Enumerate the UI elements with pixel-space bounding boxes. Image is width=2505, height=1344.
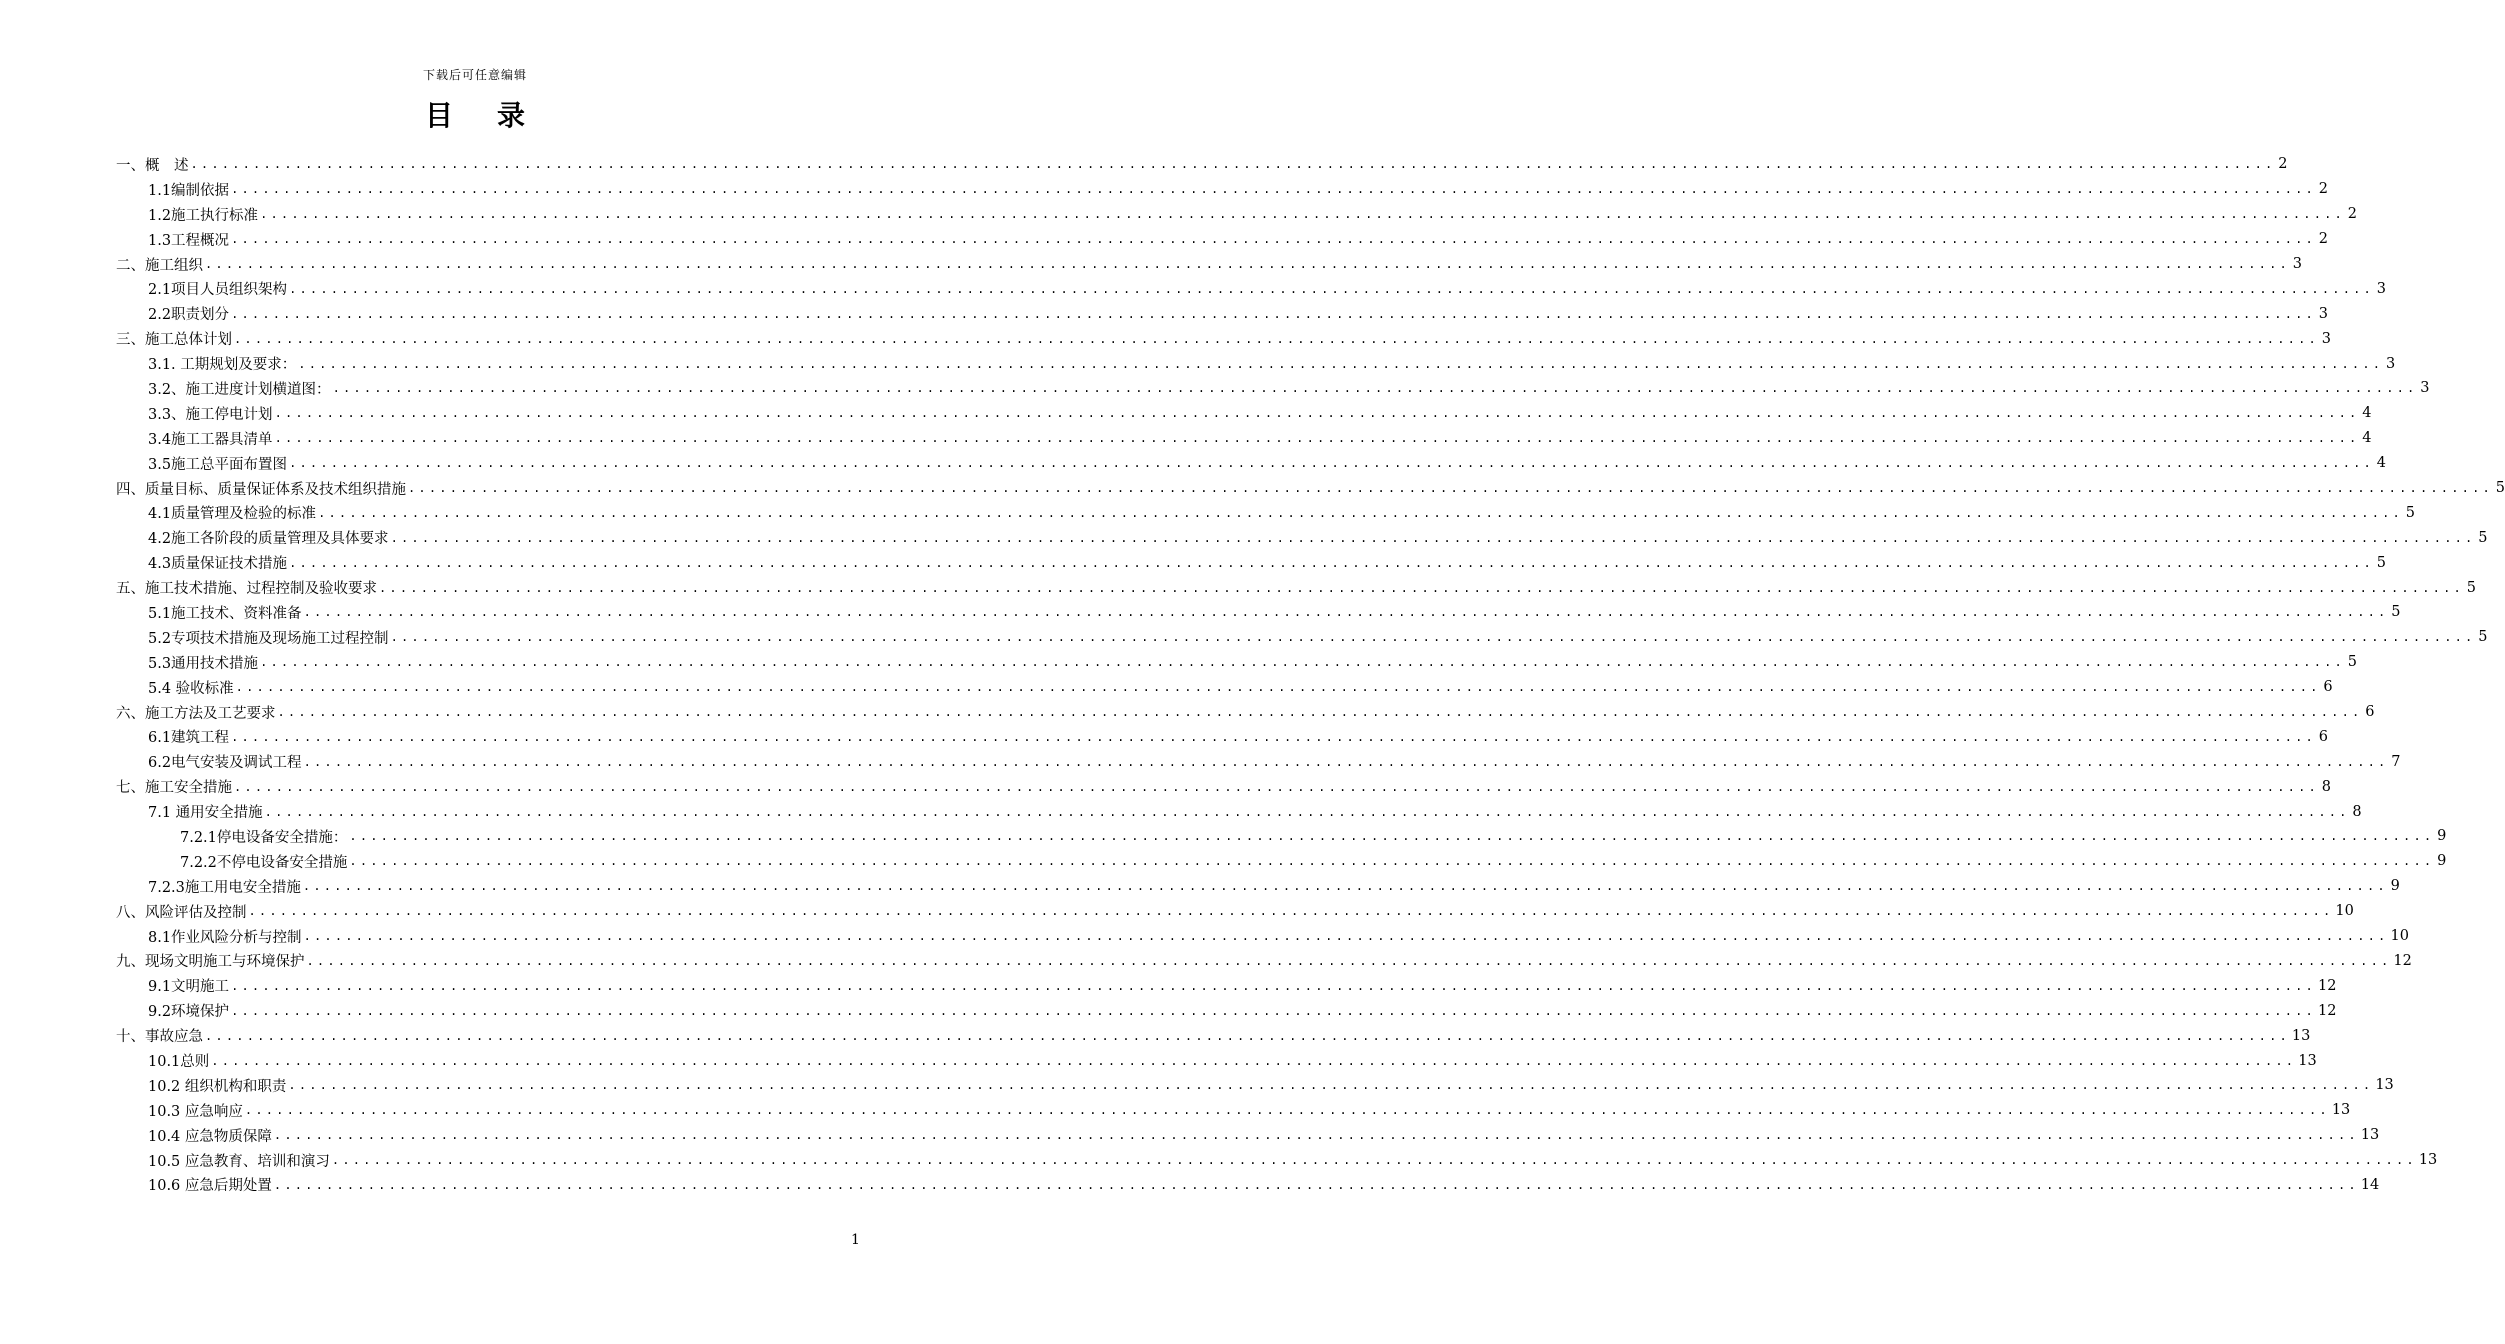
toc-entry[interactable] bbox=[116, 376, 2430, 401]
toc-entry-label: 3.5施工总平面布置图 bbox=[148, 456, 288, 473]
toc-entry-label: 3.2、施工进度计划横道图： bbox=[148, 381, 331, 398]
toc-entry-page: 9 bbox=[2437, 853, 2447, 870]
toc-entry[interactable] bbox=[116, 874, 2400, 899]
toc-entry[interactable] bbox=[116, 301, 2328, 326]
toc-dot-leader: ........................................................................................................................................................................................................ bbox=[303, 605, 2389, 620]
toc-entry[interactable] bbox=[116, 351, 2396, 376]
toc-entry-page: 13 bbox=[2418, 1152, 2438, 1169]
toc-entry[interactable] bbox=[116, 973, 2337, 998]
toc-entry[interactable] bbox=[116, 1123, 2380, 1148]
toc-dot-leader: ........................................................................................................................................................................................................ bbox=[231, 232, 2316, 247]
toc-entry-label: 1.1编制依据 bbox=[148, 182, 230, 199]
toc-entry[interactable] bbox=[116, 998, 2337, 1023]
toc-dot-leader: ........................................................................................................................................................................................................ bbox=[231, 729, 2316, 744]
toc-entry[interactable] bbox=[116, 177, 2328, 202]
toc-entry-label: 4.2施工各阶段的质量管理及具体要求 bbox=[148, 531, 389, 548]
toc-entry[interactable] bbox=[116, 724, 2328, 749]
toc-entry-page: 8 bbox=[2352, 803, 2362, 820]
toc-entry-page: 2 bbox=[2347, 206, 2357, 223]
toc-dot-leader: ........................................................................................................................................................................................................ bbox=[274, 406, 2360, 421]
toc-entry[interactable] bbox=[116, 426, 2372, 451]
toc-entry-label: 5.2专项技术措施及现场施工过程控制 bbox=[148, 630, 389, 647]
toc-entry-label: 9.1文明施工 bbox=[148, 979, 230, 996]
toc-entry[interactable] bbox=[116, 476, 2505, 501]
toc-entry[interactable] bbox=[116, 401, 2372, 426]
toc-entry[interactable] bbox=[116, 625, 2488, 650]
toc-dot-leader: ........................................................................................................................................................................................................ bbox=[231, 306, 2316, 321]
toc-entry-label: 10.5 应急教育、培训和演习 bbox=[148, 1153, 330, 1170]
toc-entry-page: 13 bbox=[2298, 1052, 2317, 1069]
toc-entry[interactable] bbox=[116, 749, 2401, 774]
toc-entry[interactable] bbox=[116, 1048, 2317, 1073]
toc-entry[interactable] bbox=[116, 152, 2288, 177]
toc-dot-leader: ........................................................................................................................................................................................................ bbox=[231, 182, 2316, 197]
toc-entry-label: 10.2 组织机构和职责 bbox=[148, 1078, 287, 1095]
toc-entry[interactable] bbox=[116, 1148, 2438, 1173]
toc-dot-leader: ........................................................................................................................................................................................................ bbox=[273, 1128, 2359, 1143]
toc-entry-label: 3.4施工工器具清单 bbox=[148, 431, 273, 448]
toc-entry-page: 5 bbox=[2405, 504, 2415, 521]
page-number: 1 bbox=[851, 1232, 860, 1248]
toc-entry-page: 5 bbox=[2478, 529, 2488, 546]
table-of-contents bbox=[116, 152, 2505, 1197]
toc-dot-leader: ........................................................................................................................................................................................................ bbox=[303, 754, 2389, 769]
toc-entry-page: 8 bbox=[2321, 778, 2331, 795]
toc-entry-page: 13 bbox=[2331, 1102, 2351, 1119]
toc-entry-label: 10.6 应急后期处置 bbox=[148, 1178, 272, 1195]
toc-entry-label: 四、质量目标、质量保证体系及技术组织措施 bbox=[116, 481, 406, 498]
toc-dot-leader: ........................................................................................................................................................................................................ bbox=[289, 281, 2374, 296]
page-title-char-2: 录 bbox=[497, 99, 526, 132]
toc-entry-page: 9 bbox=[2390, 878, 2400, 895]
toc-entry-page: 9 bbox=[2437, 828, 2447, 845]
toc-entry-page: 12 bbox=[2317, 977, 2337, 994]
toc-entry-page: 14 bbox=[2360, 1176, 2380, 1193]
toc-dot-leader: ........................................................................................................................................................................................................ bbox=[306, 953, 2392, 968]
toc-entry[interactable] bbox=[116, 550, 2386, 575]
toc-dot-leader: ........................................................................................................................................................................................................ bbox=[231, 978, 2316, 993]
toc-entry-label: 9.2环境保护 bbox=[148, 1004, 230, 1021]
toc-entry-page: 13 bbox=[2291, 1027, 2311, 1044]
toc-entry[interactable] bbox=[116, 202, 2357, 227]
toc-entry[interactable] bbox=[116, 1173, 2380, 1198]
toc-dot-leader: ........................................................................................................................................................................................................ bbox=[349, 829, 2435, 844]
toc-entry-page: 3 bbox=[2321, 330, 2331, 347]
toc-dot-leader: ........................................................................................................................................................................................................ bbox=[260, 207, 2345, 222]
toc-dot-leader: ........................................................................................................................................................................................................ bbox=[349, 854, 2435, 869]
toc-entry-label: 1.3工程概况 bbox=[148, 232, 230, 249]
toc-entry-label: 7.2.1停电设备安全措施： bbox=[180, 829, 348, 846]
toc-dot-leader: ........................................................................................................................................................................................................ bbox=[231, 1003, 2316, 1018]
toc-entry-label: 八、风险评估及控制 bbox=[116, 904, 247, 921]
toc-entry[interactable] bbox=[116, 252, 2302, 277]
toc-entry-page: 6 bbox=[2323, 679, 2333, 696]
toc-dot-leader: ........................................................................................................................................................................................................ bbox=[289, 555, 2374, 570]
toc-entry[interactable] bbox=[116, 1023, 2311, 1048]
toc-entry-label: 七、施工安全措施 bbox=[116, 780, 232, 797]
toc-entry[interactable] bbox=[116, 849, 2447, 874]
toc-entry-page: 12 bbox=[2317, 1002, 2337, 1019]
toc-entry-page: 10 bbox=[2335, 903, 2354, 920]
toc-entry-label: 5.3通用技术措施 bbox=[148, 655, 259, 672]
toc-entry-page: 4 bbox=[2362, 430, 2372, 447]
toc-entry-label: 1.2施工执行标准 bbox=[148, 207, 259, 224]
toc-entry[interactable] bbox=[116, 675, 2333, 700]
toc-entry[interactable] bbox=[116, 451, 2386, 476]
toc-dot-leader: ........................................................................................................................................................................................................ bbox=[318, 505, 2403, 520]
toc-dot-leader: ........................................................................................................................................................................................................ bbox=[332, 381, 2418, 396]
toc-dot-leader: ........................................................................................................................................................................................................ bbox=[390, 530, 2476, 545]
toc-entry[interactable] bbox=[116, 500, 2415, 525]
toc-entry-page: 2 bbox=[2278, 156, 2288, 173]
toc-dot-leader: ........................................................................................................................................................................................................ bbox=[302, 879, 2388, 894]
toc-dot-leader: ........................................................................................................................................................................................................ bbox=[211, 1053, 2297, 1068]
toc-entry-label: 5.4 验收标准 bbox=[148, 680, 234, 697]
toc-entry[interactable] bbox=[116, 824, 2447, 849]
toc-dot-leader: ........................................................................................................................................................................................................ bbox=[190, 157, 2276, 172]
toc-entry-page: 5 bbox=[2495, 480, 2505, 497]
toc-entry-label: 10.4 应急物质保障 bbox=[148, 1128, 272, 1145]
toc-entry-label: 2.2职责划分 bbox=[148, 307, 230, 324]
toc-entry[interactable] bbox=[116, 1073, 2394, 1098]
toc-dot-leader: ........................................................................................................................................................................................................ bbox=[264, 804, 2350, 819]
toc-dot-leader: ........................................................................................................................................................................................................ bbox=[260, 655, 2345, 670]
toc-entry-page: 3 bbox=[2318, 305, 2328, 322]
toc-entry[interactable] bbox=[116, 799, 2362, 824]
toc-entry[interactable] bbox=[116, 1098, 2351, 1123]
toc-entry-label: 4.3质量保证技术措施 bbox=[148, 556, 288, 573]
toc-entry-page: 3 bbox=[2376, 280, 2386, 297]
toc-entry-label: 二、施工组织 bbox=[116, 257, 203, 274]
toc-entry-page: 6 bbox=[2318, 728, 2328, 745]
toc-entry-page: 5 bbox=[2466, 579, 2476, 596]
toc-entry-label: 7.2.3施工用电安全措施 bbox=[148, 879, 301, 896]
toc-dot-leader: ........................................................................................................................................................................................................ bbox=[277, 705, 2363, 720]
toc-entry-label: 一、概 述 bbox=[116, 157, 189, 174]
toc-entry-page: 10 bbox=[2390, 928, 2409, 945]
toc-dot-leader: ........................................................................................................................................................................................................ bbox=[248, 904, 2334, 919]
toc-entry[interactable] bbox=[116, 899, 2354, 924]
toc-dot-leader: ........................................................................................................................................................................................................ bbox=[234, 331, 2319, 346]
toc-entry[interactable] bbox=[116, 700, 2375, 725]
toc-entry-page: 6 bbox=[2365, 704, 2375, 721]
toc-entry-page: 2 bbox=[2318, 181, 2328, 198]
toc-entry-label: 九、现场文明施工与环境保护 bbox=[116, 954, 305, 971]
toc-entry[interactable] bbox=[116, 774, 2331, 799]
toc-entry-page: 3 bbox=[2420, 380, 2430, 397]
toc-entry-label: 8.1作业风险分析与控制 bbox=[148, 929, 302, 946]
toc-entry-page: 5 bbox=[2347, 654, 2357, 671]
toc-entry-label: 3.3、施工停电计划 bbox=[148, 406, 273, 423]
header-note: 下载后可任意编辑 bbox=[422, 68, 527, 82]
toc-entry[interactable] bbox=[116, 326, 2331, 351]
toc-entry-page: 4 bbox=[2362, 405, 2372, 422]
toc-entry-page: 5 bbox=[2391, 604, 2401, 621]
toc-entry-label: 10.1总则 bbox=[148, 1054, 210, 1070]
toc-entry-page: 4 bbox=[2376, 455, 2386, 472]
toc-dot-leader: ........................................................................................................................................................................................................ bbox=[273, 1177, 2359, 1192]
toc-dot-leader: ........................................................................................................................................................................................................ bbox=[235, 680, 2321, 695]
toc-dot-leader: ........................................................................................................................................................................................................ bbox=[379, 580, 2464, 595]
toc-entry-label: 5.1施工技术、资料准备 bbox=[148, 605, 302, 622]
toc-entry-page: 2 bbox=[2318, 231, 2328, 248]
toc-entry-label: 六、施工方法及工艺要求 bbox=[116, 705, 276, 722]
page-title-char-1: 目 bbox=[424, 99, 453, 132]
toc-entry[interactable] bbox=[116, 227, 2328, 252]
toc-entry-label: 三、施工总体计划 bbox=[116, 332, 232, 349]
toc-dot-leader: ........................................................................................................................................................................................................ bbox=[234, 779, 2319, 794]
toc-entry-label: 6.1建筑工程 bbox=[148, 730, 230, 747]
toc-entry-page: 13 bbox=[2375, 1077, 2394, 1094]
toc-dot-leader: ........................................................................................................................................................................................................ bbox=[244, 1103, 2330, 1118]
toc-entry-page: 7 bbox=[2391, 753, 2401, 770]
toc-entry-label: 7.2.2不停电设备安全措施 bbox=[180, 854, 348, 871]
toc-entry-page: 12 bbox=[2393, 952, 2412, 969]
toc-dot-leader: ........................................................................................................................................................................................................ bbox=[303, 929, 2389, 944]
toc-dot-leader: ........................................................................................................................................................................................................ bbox=[289, 456, 2374, 471]
toc-dot-leader: ........................................................................................................................................................................................................ bbox=[331, 1153, 2417, 1168]
toc-entry-label: 7.1 通用安全措施 bbox=[148, 805, 263, 822]
toc-entry-label: 2.1项目人员组织架构 bbox=[148, 282, 288, 299]
toc-entry-page: 3 bbox=[2385, 355, 2396, 372]
page-title bbox=[0, 94, 950, 134]
toc-entry[interactable] bbox=[116, 949, 2412, 974]
toc-entry-page: 5 bbox=[2478, 629, 2488, 646]
toc-entry-label: 4.1质量管理及检验的标准 bbox=[148, 506, 317, 523]
toc-entry[interactable] bbox=[116, 924, 2409, 949]
toc-entry-page: 5 bbox=[2376, 554, 2386, 571]
toc-entry[interactable] bbox=[116, 575, 2476, 600]
toc-entry-page: 3 bbox=[2292, 256, 2302, 272]
toc-dot-leader: ........................................................................................................................................................................................................ bbox=[408, 481, 2493, 496]
toc-entry-label: 6.2电气安装及调试工程 bbox=[148, 755, 302, 772]
toc-entry[interactable] bbox=[116, 276, 2386, 301]
toc-entry[interactable] bbox=[116, 525, 2488, 550]
toc-entry-page: 13 bbox=[2360, 1127, 2380, 1144]
toc-entry[interactable] bbox=[116, 650, 2357, 675]
toc-entry[interactable] bbox=[116, 600, 2401, 625]
toc-dot-leader: ........................................................................................................................................................................................................ bbox=[288, 1078, 2374, 1093]
toc-entry-label: 10.3 应急响应 bbox=[148, 1103, 243, 1120]
toc-dot-leader: ........................................................................................................................................................................................................ bbox=[390, 630, 2476, 645]
toc-dot-leader: ........................................................................................................................................................................................................ bbox=[298, 356, 2384, 371]
toc-dot-leader: ........................................................................................................................................................................................................ bbox=[274, 431, 2360, 446]
toc-dot-leader: ........................................................................................................................................................................................................ bbox=[205, 1028, 2290, 1043]
toc-entry-label: 3.1. 工期规划及要求： bbox=[148, 357, 297, 374]
toc-entry-label: 五、施工技术措施、过程控制及验收要求 bbox=[116, 581, 377, 598]
toc-dot-leader: ........................................................................................................................................................................................................ bbox=[205, 257, 2290, 271]
toc-entry-label: 十、事故应急 bbox=[116, 1029, 203, 1046]
